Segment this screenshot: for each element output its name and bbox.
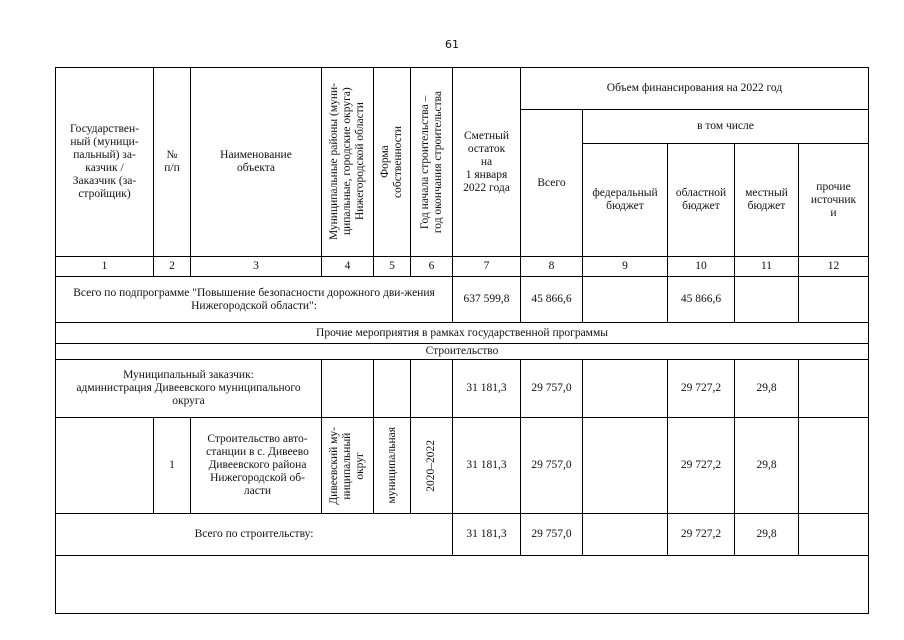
object-estimated: 31 181,3 <box>453 418 521 514</box>
column-number: 7 <box>453 257 521 277</box>
empty-cell <box>56 556 869 614</box>
header-other: прочие источник и <box>799 144 869 257</box>
subprogram-total-label: Всего по подпрограмме "Повышение безопасности дорожного дви-жения Нижегородской области": <box>56 277 453 323</box>
column-number: 2 <box>154 257 191 277</box>
header-ownership: Форма собственности <box>374 68 411 257</box>
column-number: 5 <box>374 257 411 277</box>
customer-federal <box>583 360 668 418</box>
header-including: в том числе <box>583 110 869 144</box>
header-federal: федеральный бюджет <box>583 144 668 257</box>
object-local: 29,8 <box>735 418 799 514</box>
construction-total-label: Всего по строительству: <box>56 514 453 556</box>
customer-label: Муниципальный заказчик: администрация Дивеевского муниципального округа <box>56 360 322 418</box>
customer-district <box>322 360 374 418</box>
construction-regional: 29 727,2 <box>668 514 735 556</box>
object-district: Дивеевский му- ниципальный округ <box>322 418 374 514</box>
customer-row <box>56 360 869 418</box>
header-years: Год начала строительства – год окончания строительства <box>411 68 453 257</box>
object-ownership: муниципальная <box>374 418 411 514</box>
column-number: 10 <box>668 257 735 277</box>
header-regional: областной бюджет <box>668 144 735 257</box>
column-numbers-row <box>56 257 869 277</box>
column-number: 1 <box>56 257 154 277</box>
object-regional: 29 727,2 <box>668 418 735 514</box>
customer-ownership <box>374 360 411 418</box>
object-row <box>56 418 869 514</box>
object-customer <box>56 418 154 514</box>
construction-estimated: 31 181,3 <box>453 514 521 556</box>
customer-years <box>411 360 453 418</box>
subprogram-regional: 45 866,6 <box>668 277 735 323</box>
header-districts: Муниципальные районы (муни- ципальные, городские округа) Нижегородской области <box>322 68 374 257</box>
subprogram-estimated: 637 599,8 <box>453 277 521 323</box>
header-total: Всего <box>521 110 583 257</box>
customer-total: 29 757,0 <box>521 360 583 418</box>
header-object-name: Наименование объекта <box>191 68 322 257</box>
object-name: Строительство авто- станции в с. Дивеево Дивеевского района Нижегородской об- ласти <box>191 418 322 514</box>
subsection-title: Строительство <box>56 344 869 360</box>
object-federal <box>583 418 668 514</box>
customer-regional: 29 727,2 <box>668 360 735 418</box>
column-number: 9 <box>583 257 668 277</box>
column-number: 8 <box>521 257 583 277</box>
column-number: 12 <box>799 257 869 277</box>
construction-other <box>799 514 869 556</box>
header-local: местный бюджет <box>735 144 799 257</box>
header-estimated-remainder: Сметный остаток на 1 января 2022 года <box>453 68 521 257</box>
section-title: Прочие мероприятия в рамках государственной программы <box>56 323 869 344</box>
customer-local: 29,8 <box>735 360 799 418</box>
construction-total: 29 757,0 <box>521 514 583 556</box>
financing-table <box>55 67 869 614</box>
object-other <box>799 418 869 514</box>
column-number: 11 <box>735 257 799 277</box>
subprogram-total-row <box>56 277 869 323</box>
header-customer: Государствен- ный (муници- пальный) за- казчик / Заказчик (за- стройщик) <box>56 68 154 257</box>
construction-total-row <box>56 514 869 556</box>
column-number: 3 <box>191 257 322 277</box>
header-financing-title: Объем финансирования на 2022 год <box>521 68 869 110</box>
subprogram-total: 45 866,6 <box>521 277 583 323</box>
construction-federal <box>583 514 668 556</box>
object-total: 29 757,0 <box>521 418 583 514</box>
column-number: 4 <box>322 257 374 277</box>
column-number: 6 <box>411 257 453 277</box>
header-number: № п/п <box>154 68 191 257</box>
subprogram-federal <box>583 277 668 323</box>
page-number: 61 <box>445 38 459 51</box>
object-number: 1 <box>154 418 191 514</box>
customer-estimated: 31 181,3 <box>453 360 521 418</box>
object-years: 2020–2022 <box>411 418 453 514</box>
subprogram-local <box>735 277 799 323</box>
customer-other <box>799 360 869 418</box>
construction-local: 29,8 <box>735 514 799 556</box>
subprogram-other <box>799 277 869 323</box>
empty-row <box>56 556 869 614</box>
